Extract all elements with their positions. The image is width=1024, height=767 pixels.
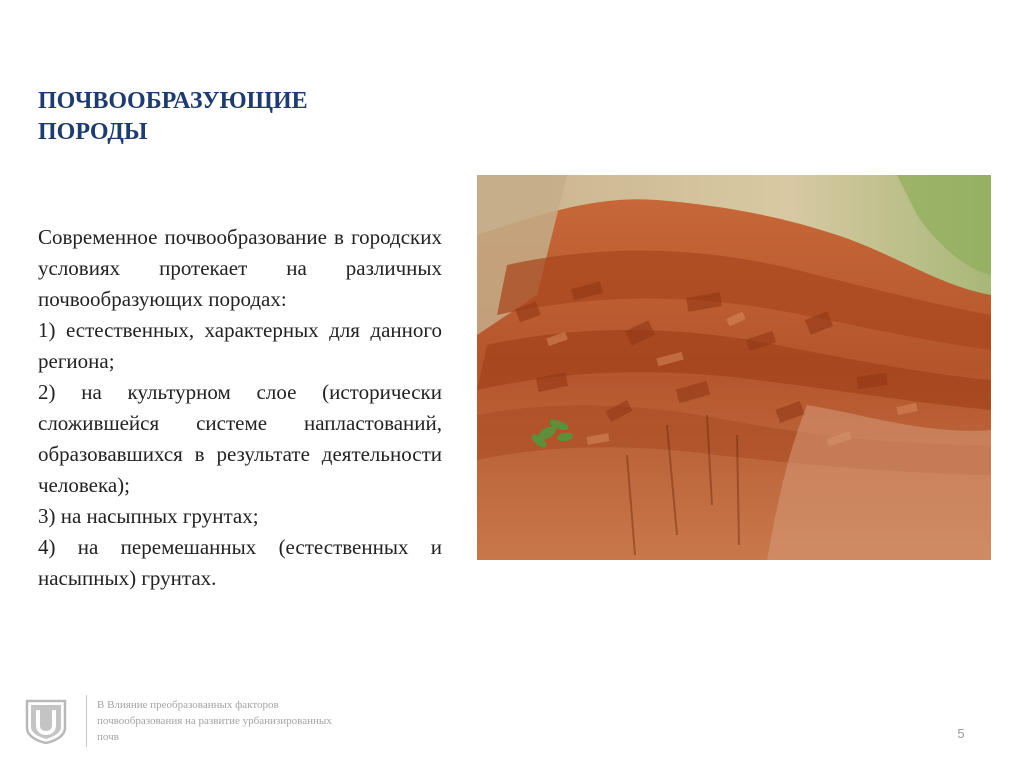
slide-title-line: ПОЧВООБРАЗУЮЩИЕ xyxy=(38,88,308,114)
soil-profile-photo xyxy=(477,175,991,560)
soil-profile-illustration xyxy=(477,175,991,560)
body-list-item-4: 4) на перемешанных (естественных и насыпных) грунтах. xyxy=(38,535,442,590)
slide-title xyxy=(38,86,438,148)
body-list-item-3: 3) на насыпных грунтах; xyxy=(38,504,259,528)
body-paragraph-intro: Современное почвообразование в городских условиях протекает на различных почвообразующих породах: xyxy=(38,225,442,311)
page-number: 5 xyxy=(957,726,965,741)
slide-title-line: ПОРОДЫ xyxy=(38,119,148,145)
footer-caption xyxy=(97,697,387,745)
footer-caption-line: В Влияние преобразованных факторов xyxy=(97,699,279,711)
body-list-item-1: 1) естественных, характерных для данного региона; xyxy=(38,318,442,373)
footer-divider xyxy=(86,695,87,747)
body-text xyxy=(38,222,442,594)
footer-caption-line: почв xyxy=(97,731,119,743)
university-shield-logo-icon xyxy=(24,698,68,744)
footer-caption-line: почвообразования на развитие урбанизированных xyxy=(97,715,332,727)
body-list-item-2: 2) на культурном слое (исторически сложившейся системе напластований, образовавшихся в результате деятельности человека); xyxy=(38,380,442,497)
